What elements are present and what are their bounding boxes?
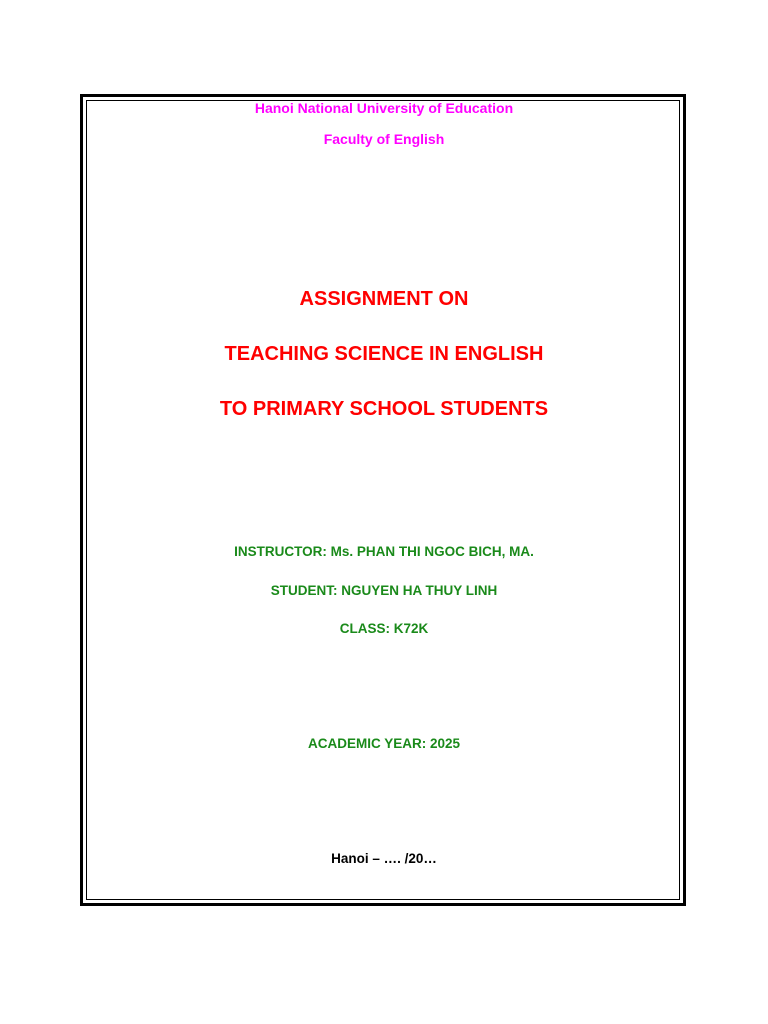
place-date-line: Hanoi – …. /20… — [331, 851, 437, 866]
title-line-3: TO PRIMARY SCHOOL STUDENTS — [219, 398, 549, 420]
title-line-2: TEACHING SCIENCE IN ENGLISH — [224, 343, 544, 365]
university-name: Hanoi National University of Education — [254, 100, 514, 116]
page-border — [80, 94, 686, 906]
faculty-name: Faculty of English — [323, 131, 445, 147]
academic-year-line: ACADEMIC YEAR: 2025 — [307, 736, 461, 751]
title-line-1: ASSIGNMENT ON — [299, 288, 469, 310]
student-line: STUDENT: NGUYEN HA THUY LINH — [270, 583, 498, 598]
class-line: CLASS: K72K — [339, 621, 429, 636]
instructor-line: INSTRUCTOR: Ms. PHAN THI NGOC BICH, MA. — [234, 544, 534, 559]
page-border-inner — [86, 100, 680, 900]
